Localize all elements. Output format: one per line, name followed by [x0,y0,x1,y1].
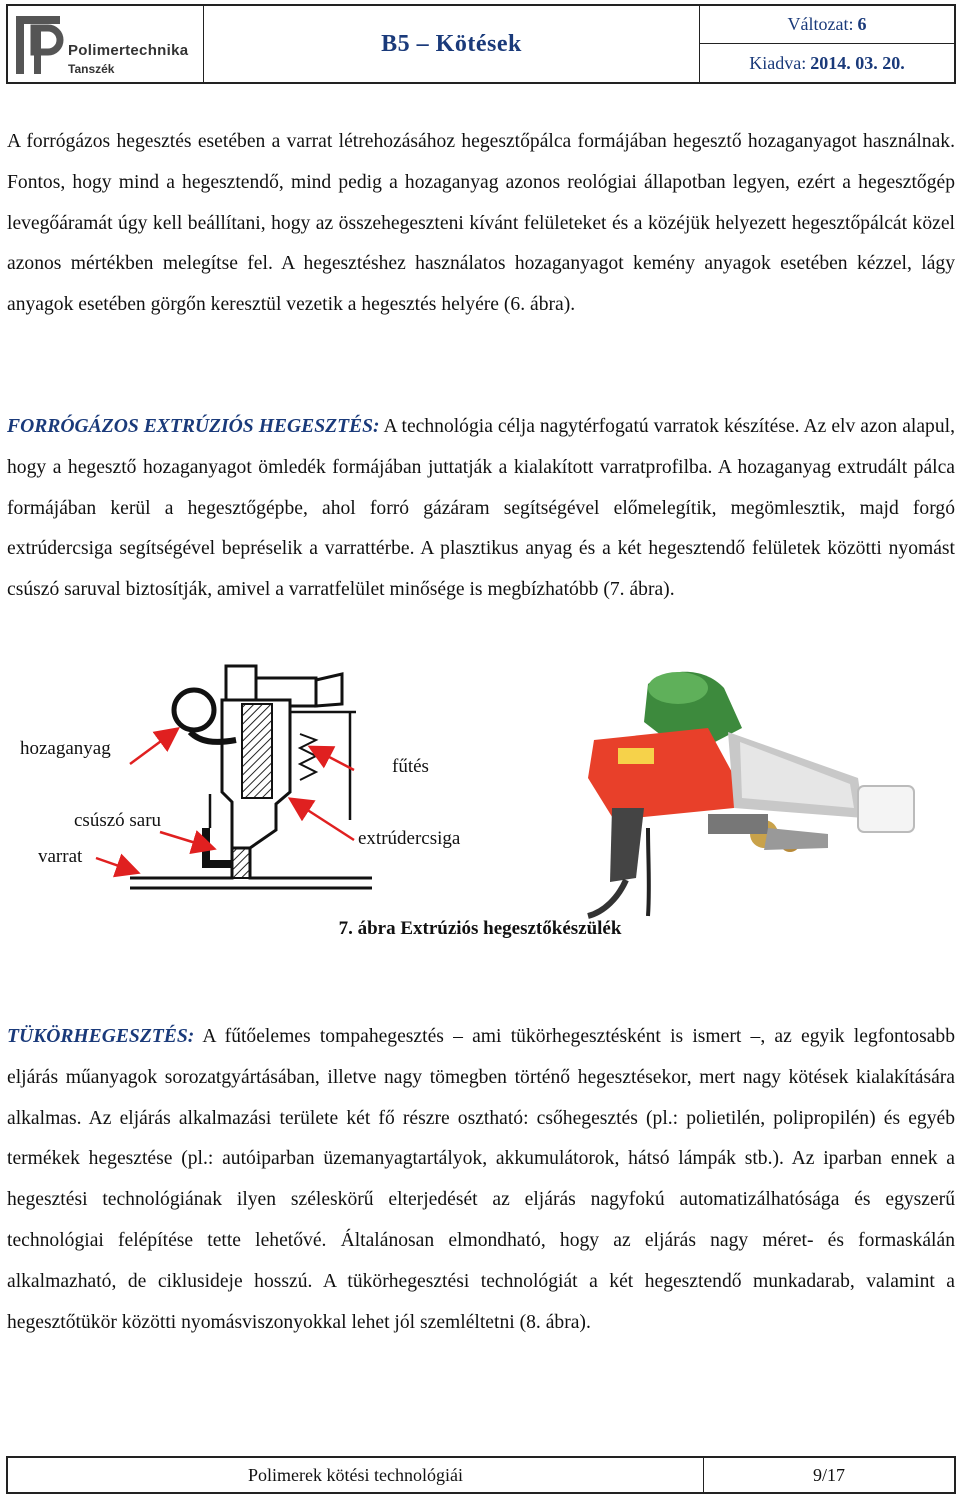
section-heading-mirror-welding: TÜKÖRHEGESZTÉS: [7,1026,195,1047]
page-footer [6,1456,956,1494]
document-title-cell [204,6,700,82]
issue-date-cell [700,44,954,82]
label-sliding-shoe: csúszó saru [74,810,162,831]
label-heating: fűtés [392,756,429,777]
department-logo [8,6,204,82]
page-header [6,4,956,84]
version-label: Változat: [787,14,854,34]
paragraph-mirror-welding [7,1017,955,1343]
paragraph-text: A forrógázos hegesztés esetében a varrat létrehozásához hegesztőpálca formájában hegesztő hozaganyagot használnak. Fontos, hogy mind a hegesztendő, mind pedig a hozaganyag azonos reológiai állapotban legyen, ezért a hegesztőgép levegőáramát úgy kell beállítani, hogy az összehegeszteni kívánt felületeket és a közéjük helyezett hegesztőpálcát közel azonos mértékben melegítse fel. A hegesztéshez használatos hozaganyagot kemény anyagok esetében kézzel, lágy anyagok esetében görgőn keresztül vezetik a hegesztés helyére (6. ábra). [7,131,955,316]
paragraph-text: A technológia célja nagytérfogatú varratok készítése. Az elv azon alapul, hogy a hegesztő hozaganyagot ömledék formájában juttatják a kialakított varratprofilba. A hozaganyag extrudált pálca formájában kerül a hegesztőgépbe, ahol forró gázáram segítségével előmelegítik, megömlesztik, majd forgó extrúdercsiga segítségével bepréselik a varrattérbe. A plasztikus anyag és a két hegesztendő felületek közötti nyomást csúszó saruval biztosítják, amivel a varratfelület minősége is megbízhatóbb (7. ábra). [7,416,955,601]
paragraph-extrusion-welding [7,407,955,611]
paragraph-text: A fűtőelemes tompahegesztés – ami tükörhegesztésként is ismert –, az egyik legfontosabb eljárás műanyagok sorozatgyártásában, illetve nagy tömegben történő hegesztésekor, mert nagy kötések kialakítására alkalmas. Az eljárás alkalmazási területe két fő részre osztható: csőhegesztés (pl.: polietilén, polipropilén) és egyéb termékek hegesztése (pl.: autóiparban üzemanyagtartályok, akkumulátorok, hátsó lámpák stb.). Az iparban ennek a hegesztési technológiának ilyen széleskörű elterjedését az eljárás nagyfokú automatizálhatósága és egyszerű technológiai felépítése tette lehetővé. Általánosan elmondható, hogy az eljárás nagy méret- és formaskálán alkalmazható, de ciklusideje hosszú. A tükörhegesztési technológiát a két hegesztendő munkadarab, valamint a hegesztőtükör közötti nyomásviszonyokkal lehet jól szemléltetni (8. ábra). [7,1026,955,1333]
issue-label: Kiadva: [749,52,807,73]
paragraph-hot-gas-welding [7,122,955,326]
figure-extrusion-welder [0,652,960,920]
label-seam: varrat [38,846,83,867]
figure-caption: 7. ábra Extrúziós hegesztőkészülék [338,918,622,939]
version-cell [700,6,954,44]
page-number: 9/17 [812,1464,845,1485]
extrusion-welder-photo [528,658,928,920]
logo-text-primary: Polimertechnika [68,42,189,59]
header-meta [700,6,954,82]
label-extruder-screw: extrúdercsiga [358,828,461,849]
document-title: B5 – Kötések [381,30,522,57]
logo-text-secondary: Tanszék [68,62,115,76]
label-filler-material: hozaganyag [20,738,111,759]
section-heading-extrusion-welding: FORRÓGÁZOS EXTRÚZIÓS HEGESZTÉS: [7,416,380,437]
issue-date: 2014. 03. 20. [810,52,905,73]
footer-subject: Polimerek kötési technológiái [8,1458,704,1492]
version-value: 6 [857,14,867,34]
